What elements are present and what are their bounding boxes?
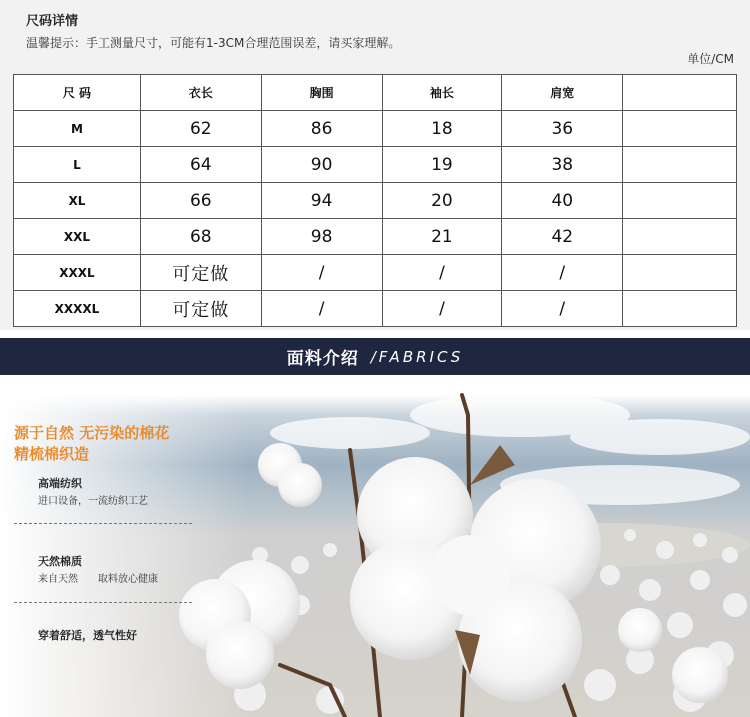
size-details-panel [0,0,750,330]
header-size: 尺 码 [14,75,141,111]
feature-desc-1: 进口设备，一流纺织工艺 [38,496,148,507]
size-cell: XL [14,183,141,219]
size-title: 尺码详情 [26,14,79,29]
sleeve-cell: 21 [382,219,502,255]
length-cell: 66 [140,183,261,219]
shoulder-cell: 42 [502,219,623,255]
fabrics-subtitle: /FABRICS [370,347,464,366]
shoulder-cell: / [502,291,623,327]
sleeve-cell: 18 [382,111,502,147]
size-cell: L [14,147,141,183]
length-cell: 64 [140,147,261,183]
chest-cell: / [261,255,382,291]
feature-desc-2: 来自天然 取料放心健康 [38,574,158,585]
chest-cell: 86 [261,111,382,147]
cotton-headline [14,423,169,465]
fabrics-title: 面料介绍 [286,349,359,369]
headline-line-2: 精梳棉织造 [14,445,90,463]
divider [14,602,192,603]
size-unit: 单位/CM [687,52,734,66]
empty-cell [623,219,737,255]
size-cell: XXL [14,219,141,255]
empty-cell [623,111,737,147]
table-row [14,147,737,183]
sleeve-cell: / [382,291,502,327]
header-shoulder: 肩宽 [502,75,623,111]
shoulder-cell: 40 [502,183,623,219]
table-row [14,255,737,291]
header-chest: 胸围 [261,75,382,111]
fabrics-banner [0,338,750,375]
length-cell: 可定做 [140,291,261,327]
empty-cell [623,147,737,183]
header-length: 衣长 [140,75,261,111]
empty-cell [623,291,737,327]
chest-cell: 94 [261,183,382,219]
sleeve-cell: / [382,255,502,291]
cotton-field-image [0,375,750,717]
length-cell: 62 [140,111,261,147]
shoulder-cell: 36 [502,111,623,147]
size-table [13,74,737,327]
chest-cell: / [261,291,382,327]
headline-line-1: 源于自然 无污染的棉花 [14,424,170,442]
header-sleeve: 袖长 [382,75,502,111]
feature-title-3: 穿着舒适，透气性好 [38,629,137,642]
table-row [14,111,737,147]
shoulder-cell: 38 [502,147,623,183]
divider [14,523,192,524]
chest-cell: 90 [261,147,382,183]
feature-title-1: 高端纺织 [38,477,82,490]
size-tip: 温馨提示：手工测量尺寸，可能有1-3CM合理范围误差，请买家理解。 [26,36,401,50]
table-row [14,291,737,327]
sleeve-cell: 20 [382,183,502,219]
sleeve-cell: 19 [382,147,502,183]
empty-cell [623,255,737,291]
empty-cell [623,183,737,219]
size-table-header [14,75,737,111]
table-row [14,183,737,219]
chest-cell: 98 [261,219,382,255]
size-cell: M [14,111,141,147]
table-row [14,219,737,255]
shoulder-cell: / [502,255,623,291]
length-cell: 可定做 [140,255,261,291]
feature-title-2: 天然棉质 [38,555,82,568]
size-cell: XXXXL [14,291,141,327]
header-empty [623,75,737,111]
length-cell: 68 [140,219,261,255]
size-cell: XXXL [14,255,141,291]
